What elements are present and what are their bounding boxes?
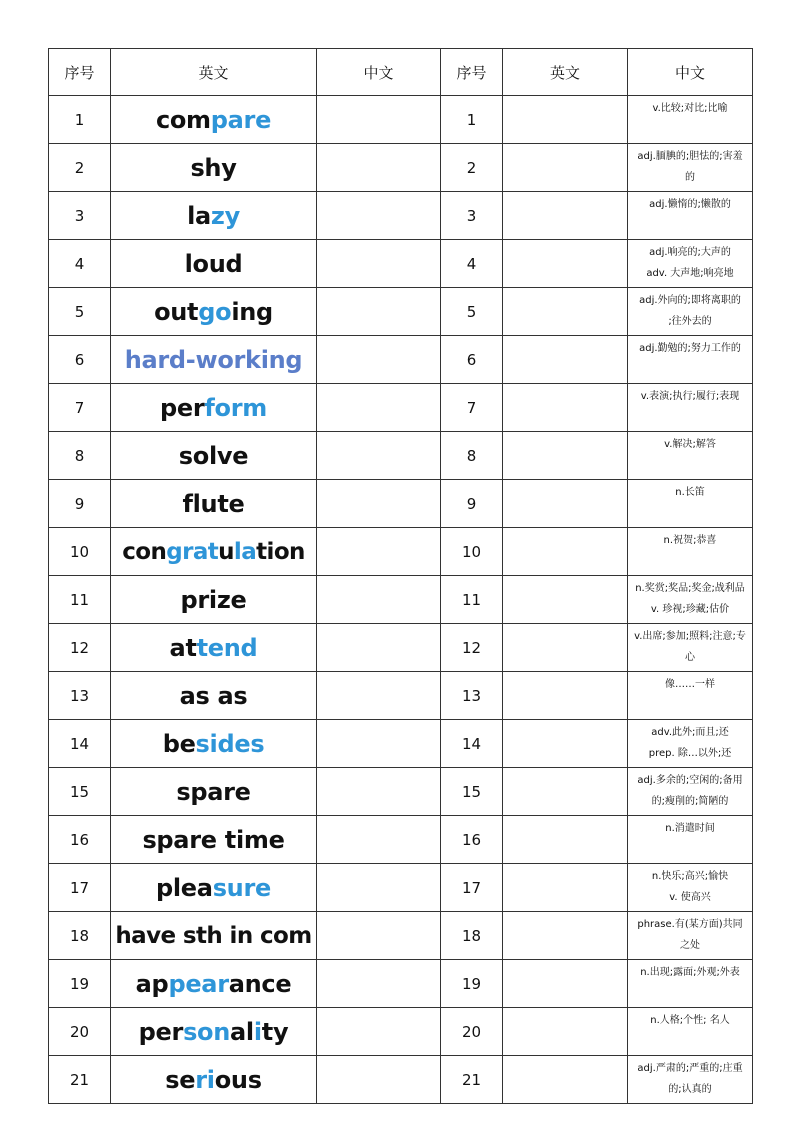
meaning-line: v. 使高兴 [669,892,711,903]
word-segment: tion [256,538,305,565]
chinese-meaning [628,960,753,1008]
word-segment: grat [166,538,219,565]
chinese-meaning [628,1056,753,1104]
english-word [111,1008,317,1056]
word-segment: la [233,538,257,565]
english-blank[interactable] [503,816,628,864]
english-blank[interactable] [503,912,628,960]
chinese-meaning [628,528,753,576]
row-index-2: 12 [441,624,503,672]
table-row [49,1008,753,1056]
row-index: 11 [49,576,111,624]
english-word [111,240,317,288]
chinese-blank[interactable] [317,96,441,144]
english-blank[interactable] [503,1008,628,1056]
chinese-meaning [628,672,753,720]
chinese-blank[interactable] [317,576,441,624]
english-blank[interactable] [503,240,628,288]
row-index: 17 [49,864,111,912]
chinese-blank[interactable] [317,384,441,432]
vocabulary-table [48,48,753,1104]
row-index: 12 [49,624,111,672]
word-segment: tend [196,633,258,662]
row-index-2: 2 [441,144,503,192]
english-word [111,864,317,912]
row-index-2: 8 [441,432,503,480]
row-index: 4 [49,240,111,288]
english-word [111,480,317,528]
table-row [49,1056,753,1104]
word-segment: ing [231,297,273,326]
english-blank[interactable] [503,624,628,672]
word-segment: u [218,538,234,565]
english-word [111,816,317,864]
chinese-meaning [628,96,753,144]
meaning-line: adj.懒惰的;懒散的 [649,199,731,210]
word-segment: prize [180,585,247,614]
chinese-blank[interactable] [317,240,441,288]
word-segment: per [160,393,205,422]
table-body [49,96,753,1104]
english-blank[interactable] [503,672,628,720]
row-index-2: 6 [441,336,503,384]
meaning-line: prep. 除…以外;还 [648,748,732,759]
row-index-2: 15 [441,768,503,816]
meaning-line: 的;认真的 [668,1084,712,1095]
table-row [49,384,753,432]
chinese-blank[interactable] [317,192,441,240]
chinese-meaning [628,432,753,480]
table-row [49,480,753,528]
word-segment: be [162,729,196,758]
chinese-blank[interactable] [317,336,441,384]
meaning-line: 心 [685,652,695,663]
meaning-line: 之处 [680,940,700,951]
row-index-2: 9 [441,480,503,528]
row-index: 13 [49,672,111,720]
chinese-blank[interactable] [317,1008,441,1056]
chinese-blank[interactable] [317,288,441,336]
header-index: 序号 [49,49,111,96]
table-row [49,624,753,672]
row-index: 7 [49,384,111,432]
meaning-line: n.出现;露面;外观;外表 [640,967,740,978]
english-word [111,384,317,432]
chinese-meaning [628,912,753,960]
meaning-line: n.消遣时间 [665,823,715,834]
meaning-line: v.比较;对比;比喻 [652,103,728,114]
row-index-2: 1 [441,96,503,144]
row-index: 10 [49,528,111,576]
row-index-2: 16 [441,816,503,864]
row-index: 9 [49,480,111,528]
header-english: 英文 [111,49,317,96]
word-segment: have sth in com [115,922,312,949]
row-index-2: 7 [441,384,503,432]
meaning-line: adj.严肃的;严重的;庄重 [637,1063,743,1074]
english-word [111,1056,317,1104]
english-word [111,528,317,576]
meaning-line: 的;瘦削的;简陋的 [651,796,729,807]
english-blank[interactable] [503,960,628,1008]
english-blank[interactable] [503,144,628,192]
chinese-blank[interactable] [317,720,441,768]
meaning-line: ;往外去的 [668,316,712,327]
row-index: 15 [49,768,111,816]
meaning-line: 的 [685,172,695,183]
word-segment: la [187,201,211,230]
english-word [111,768,317,816]
word-segment: ap [135,969,169,998]
row-index-2: 4 [441,240,503,288]
meaning-line: adv.此外;而且;还 [651,727,729,738]
word-segment: hard-working [124,345,303,374]
chinese-blank[interactable] [317,528,441,576]
word-segment: con [122,538,167,565]
table-row [49,288,753,336]
table-row [49,240,753,288]
chinese-meaning [628,624,753,672]
english-word [111,960,317,1008]
chinese-meaning [628,240,753,288]
meaning-line: n.快乐;高兴;愉快 [651,871,729,882]
chinese-blank[interactable] [317,144,441,192]
word-segment: sure [212,873,271,902]
table-row [49,864,753,912]
header-index-2: 序号 [441,49,503,96]
chinese-blank[interactable] [317,480,441,528]
english-word [111,192,317,240]
row-index: 3 [49,192,111,240]
english-word [111,288,317,336]
chinese-blank[interactable] [317,768,441,816]
chinese-meaning [628,144,753,192]
english-word [111,432,317,480]
english-blank[interactable] [503,768,628,816]
meaning-line: n.长笛 [675,487,705,498]
table-row [49,528,753,576]
word-segment: i [253,1017,262,1046]
meaning-line: adj.外向的;即将离职的 [639,295,741,306]
english-blank[interactable] [503,576,628,624]
header-chinese-2: 中文 [628,49,753,96]
meaning-line: n.祝贺;恭喜 [663,535,717,546]
row-index-2: 21 [441,1056,503,1104]
word-segment: ance [228,969,292,998]
row-index: 21 [49,1056,111,1104]
english-blank[interactable] [503,192,628,240]
english-blank[interactable] [503,1056,628,1104]
table-row [49,672,753,720]
row-index-2: 17 [441,864,503,912]
word-segment: pare [210,105,272,134]
table-row [49,816,753,864]
row-index: 18 [49,912,111,960]
english-word [111,96,317,144]
meaning-line: v.解决;解答 [664,439,716,450]
chinese-meaning [628,288,753,336]
chinese-meaning [628,480,753,528]
row-index: 20 [49,1008,111,1056]
row-index: 6 [49,336,111,384]
word-segment: shy [190,153,237,182]
word-segment: at [169,633,197,662]
word-segment: son [183,1017,231,1046]
meaning-line: adj.响亮的;大声的 [649,247,731,258]
chinese-meaning [628,576,753,624]
chinese-blank[interactable] [317,1056,441,1104]
english-blank[interactable] [503,384,628,432]
meaning-line: v. 珍视;珍藏;估价 [650,604,730,615]
table-row [49,960,753,1008]
table-row [49,144,753,192]
table-row [49,720,753,768]
chinese-blank[interactable] [317,864,441,912]
word-segment: pear [168,969,229,998]
header-chinese: 中文 [317,49,441,96]
word-segment: spare time [142,825,285,854]
word-segment: com [155,105,211,134]
row-index-2: 20 [441,1008,503,1056]
row-index-2: 13 [441,672,503,720]
chinese-meaning [628,768,753,816]
chinese-blank[interactable] [317,624,441,672]
english-blank[interactable] [503,864,628,912]
row-index: 2 [49,144,111,192]
chinese-blank[interactable] [317,672,441,720]
chinese-meaning [628,816,753,864]
row-index-2: 18 [441,912,503,960]
word-segment: form [204,393,267,422]
row-index: 14 [49,720,111,768]
chinese-meaning [628,192,753,240]
row-index-2: 19 [441,960,503,1008]
word-segment: sides [195,729,265,758]
row-index: 1 [49,96,111,144]
table-row [49,912,753,960]
english-blank[interactable] [503,432,628,480]
row-index-2: 14 [441,720,503,768]
row-index: 16 [49,816,111,864]
row-index: 19 [49,960,111,1008]
english-word [111,336,317,384]
english-word [111,576,317,624]
chinese-blank[interactable] [317,912,441,960]
header-english-2: 英文 [503,49,628,96]
chinese-meaning [628,720,753,768]
word-segment: al [230,1017,254,1046]
word-segment: as as [179,681,248,710]
word-segment: solve [178,441,249,470]
chinese-meaning [628,864,753,912]
table-row [49,336,753,384]
row-index-2: 3 [441,192,503,240]
word-segment: ous [214,1065,262,1094]
meaning-line: adj.勤勉的;努力工作的 [639,343,741,354]
word-segment: spare [176,777,251,806]
english-word [111,912,317,960]
english-blank[interactable] [503,288,628,336]
english-blank[interactable] [503,336,628,384]
english-blank[interactable] [503,96,628,144]
row-index: 8 [49,432,111,480]
chinese-meaning [628,336,753,384]
row-index-2: 11 [441,576,503,624]
meaning-line: phrase.有(某方面)共同 [637,919,743,930]
meaning-line: v.出席;参加;照料;注意;专 [634,631,746,642]
row-index-2: 5 [441,288,503,336]
english-word [111,672,317,720]
meaning-line: 像……一样 [665,679,715,690]
word-segment: ri [195,1065,215,1094]
meaning-line: adj.腼腆的;胆怯的;害羞 [637,151,743,162]
table-row [49,768,753,816]
chinese-blank[interactable] [317,816,441,864]
row-index: 5 [49,288,111,336]
chinese-meaning [628,384,753,432]
header-row [49,49,753,96]
meaning-line: v.表演;执行;履行;表现 [640,391,740,402]
word-segment: flute [182,489,245,518]
english-word [111,144,317,192]
table-row [49,96,753,144]
english-blank[interactable] [503,720,628,768]
word-segment: zy [210,201,240,230]
table-row [49,192,753,240]
word-segment: se [165,1065,196,1094]
word-segment: plea [156,873,213,902]
meaning-line: adv. 大声地;响亮地 [646,268,734,279]
table-row [49,576,753,624]
english-word [111,624,317,672]
table-row [49,432,753,480]
word-segment: go [198,297,232,326]
word-segment: loud [184,249,243,278]
meaning-line: n.人格;个性; 名人 [650,1015,730,1026]
meaning-line: n.奖赏;奖品;奖金;战利品 [635,583,745,594]
word-segment: out [154,297,199,326]
english-blank[interactable] [503,480,628,528]
row-index-2: 10 [441,528,503,576]
chinese-blank[interactable] [317,432,441,480]
english-word [111,720,317,768]
word-segment: ty [261,1017,289,1046]
english-blank[interactable] [503,528,628,576]
meaning-line: adj.多余的;空闲的;备用 [637,775,743,786]
chinese-meaning [628,1008,753,1056]
word-segment: per [138,1017,184,1046]
chinese-blank[interactable] [317,960,441,1008]
